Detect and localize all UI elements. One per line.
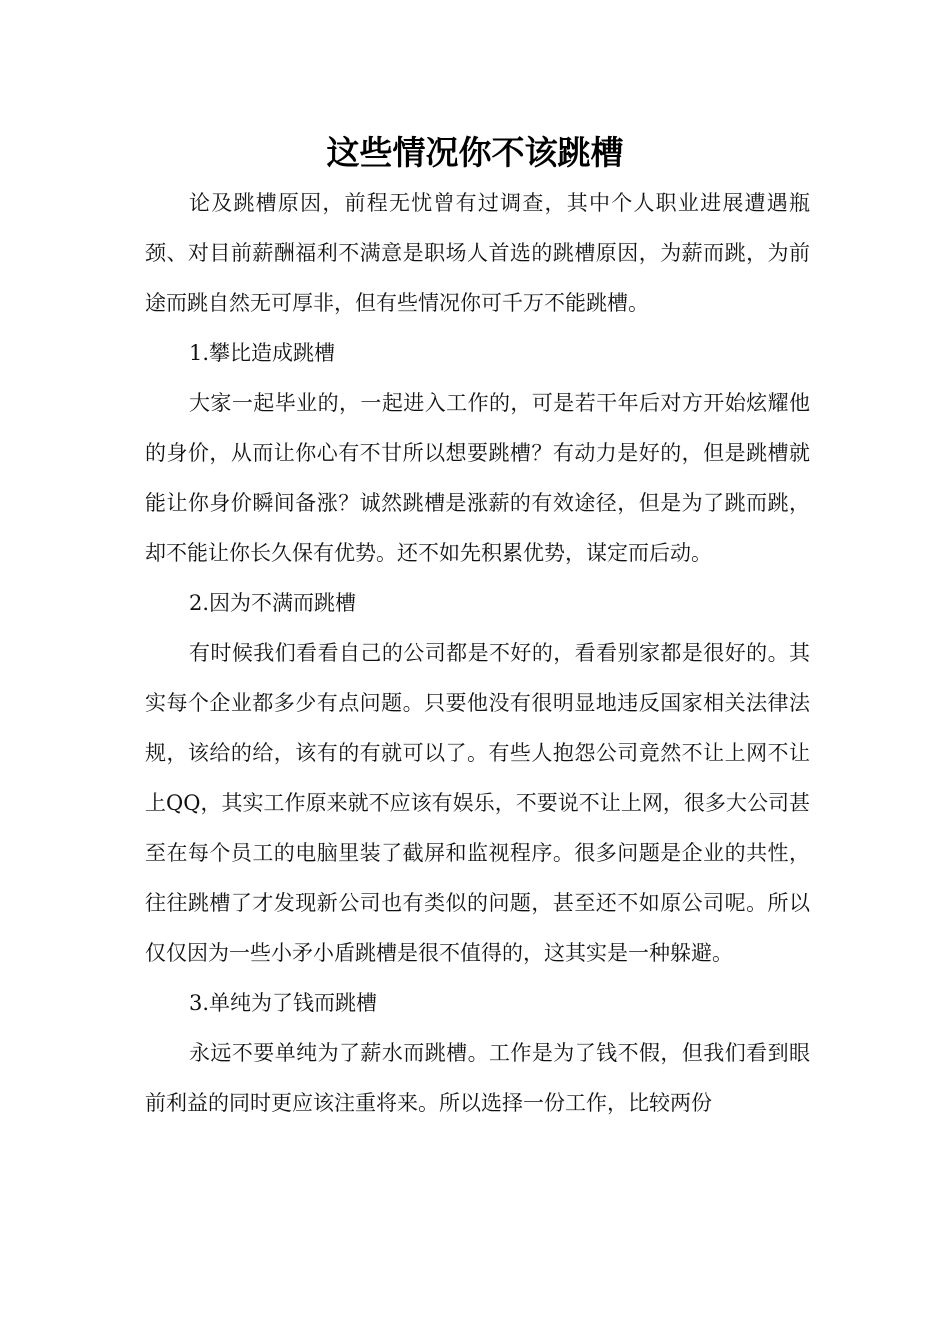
section-heading-2: 2.因为不满而跳槽 <box>189 591 357 615</box>
document-body <box>145 178 810 1128</box>
section-heading-3: 3.单纯为了钱而跳槽 <box>189 991 378 1015</box>
document-title: 这些情况你不该跳槽 <box>326 133 624 172</box>
paragraph-section-2: 有时候我们看看自己的公司都是不好的，看看别家都是很好的。其实每个企业都多少有点问题。只要他没有很明显地违反国家相关法律法规，该给的给，该有的有就可以了。有些人抱怨公司竟然不让上网不让上QQ，其实工作原来就不应该有娱乐，不要说不让上网，很多大公司甚至在每个员工的电脑里装了截屏和监视程序。很多问题是企业的共性，往往跳槽了才发现新公司也有类似的问题，甚至还不如原公司呢。所以仅仅因为一些小矛小盾跳槽是很不值得的，这其实是一种躲避。 <box>145 641 810 965</box>
paragraph-section-1: 大家一起毕业的，一起进入工作的，可是若干年后对方开始炫耀他的身价，从而让你心有不甘所以想要跳槽？有动力是好的，但是跳槽就能让你身价瞬间备涨？诚然跳槽是涨薪的有效途径，但是为了跳而跳，却不能让你长久保有优势。还不如先积累优势，谋定而后动。 <box>145 391 810 565</box>
paragraph-intro: 论及跳槽原因，前程无忧曾有过调查，其中个人职业进展遭遇瓶颈、对目前薪酬福利不满意是职场人首选的跳槽原因，为薪而跳，为前途而跳自然无可厚非，但有些情况你可千万不能跳槽。 <box>145 191 810 315</box>
section-heading-1: 1.攀比造成跳槽 <box>189 341 336 365</box>
paragraph-section-3: 永远不要单纯为了薪水而跳槽。工作是为了钱不假，但我们看到眼前利益的同时更应该注重将来。所以选择一份工作，比较两份 <box>145 1041 810 1115</box>
